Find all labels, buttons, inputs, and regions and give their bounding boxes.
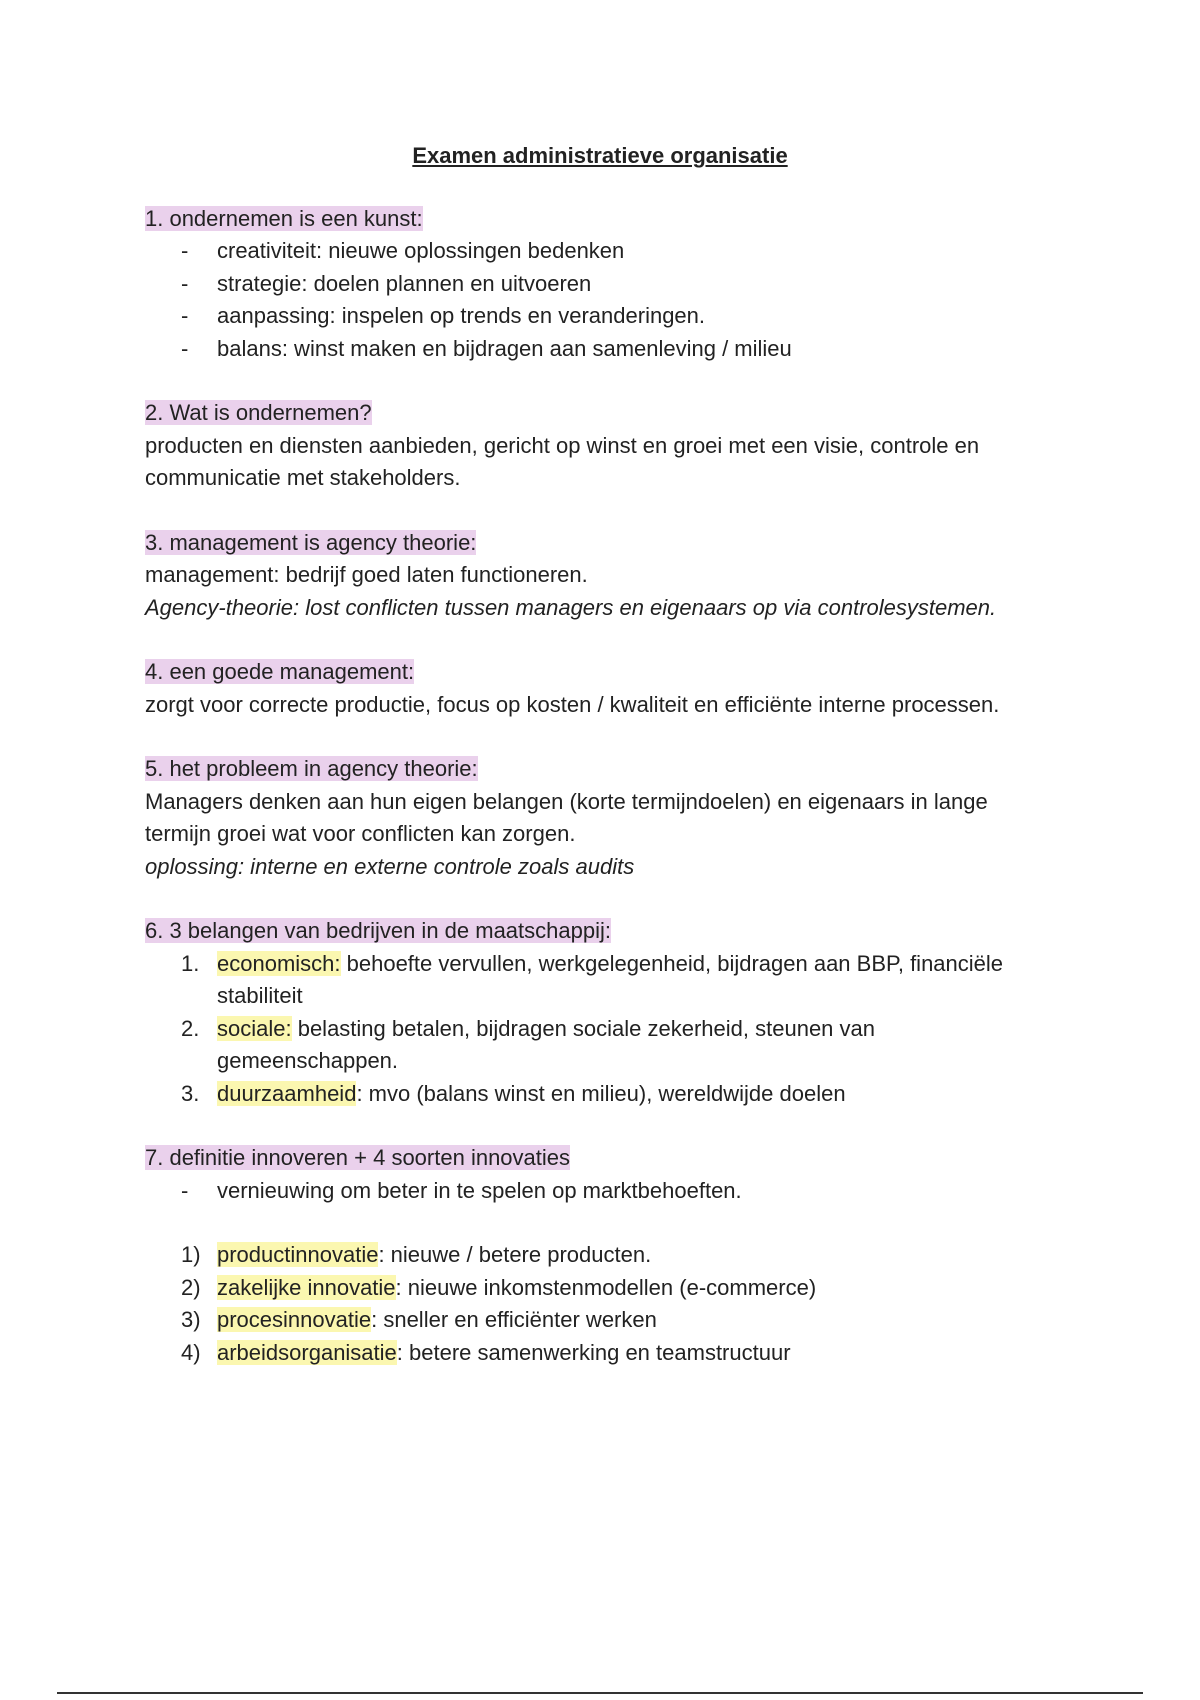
section-heading: 1. ondernemen is een kunst: — [145, 205, 423, 231]
section-heading: 7. definitie innoveren + 4 soorten innovaties — [145, 1145, 571, 1170]
list-item: - creativiteit: nieuwe oplossingen bedenken — [145, 235, 1045, 268]
list-number: 3. — [181, 1080, 200, 1106]
list-item — [145, 1013, 1045, 1078]
list-item-text: belasting betalen, bijdragen sociale zekerheid, steunen van gemeenschappen. — [217, 1015, 875, 1073]
section-2 — [145, 397, 1045, 495]
list-item: - vernieuwing om beter in te spelen op marktbehoeften. — [145, 1175, 1045, 1208]
bullet-list — [145, 1175, 1045, 1208]
document-title: Examen administratieve organisatie — [412, 143, 788, 168]
list-item — [145, 1337, 1045, 1370]
highlighted-term: zakelijke innovatie — [217, 1274, 396, 1300]
list-item-text: : sneller en efficiënter werken — [371, 1307, 657, 1332]
section-3 — [145, 527, 1045, 625]
section-4 — [145, 656, 1045, 721]
list-number: 3) — [181, 1307, 201, 1332]
section-heading: 2. Wat is ondernemen? — [145, 400, 372, 425]
list-item — [145, 948, 1045, 1013]
section-body: Managers denken aan hun eigen belangen (korte termijndoelen) en eigenaars in lange termijn groei wat voor conflicten kan zorgen. — [145, 788, 988, 846]
section-heading: 4. een goede management: — [145, 659, 415, 684]
section-body: zorgt voor correcte productie, focus op kosten / kwaliteit en efficiënte interne processen. — [145, 691, 1000, 717]
list-item — [145, 1272, 1045, 1305]
list-item-text: : nieuwe inkomstenmodellen (e-commerce) — [395, 1274, 817, 1300]
highlighted-term: economisch: — [217, 950, 341, 976]
section-5 — [145, 753, 1045, 883]
highlighted-term: arbeidsorganisatie — [217, 1339, 397, 1365]
section-italic-note: oplossing: interne en externe controle zoals audits — [145, 853, 635, 879]
section-7 — [145, 1142, 1045, 1369]
highlighted-term: productinnovatie — [217, 1242, 379, 1267]
list-item — [145, 1239, 1045, 1272]
list-number: 1. — [181, 950, 200, 976]
list-item-text: : betere samenwerking en teamstructuur — [396, 1339, 791, 1365]
highlighted-term: duurzaamheid — [217, 1080, 357, 1106]
section-heading: 3. management is agency theorie: — [145, 529, 477, 555]
list-item — [145, 1304, 1045, 1337]
section-1 — [145, 203, 1045, 366]
bullet-list — [145, 235, 1045, 365]
highlighted-term: sociale: — [217, 1015, 292, 1041]
document-content — [145, 140, 1045, 1401]
list-number: 4) — [181, 1339, 201, 1365]
list-item: - strategie: doelen plannen en uitvoeren — [145, 268, 1045, 301]
section-6 — [145, 915, 1045, 1110]
section-italic-note: Agency-theorie: lost conflicten tussen managers en eigenaars op via controlesystemen. — [145, 594, 997, 620]
list-item — [145, 1078, 1045, 1111]
list-item: - balans: winst maken en bijdragen aan samenleving / milieu — [145, 333, 1045, 366]
list-item-text: : mvo (balans winst en milieu), wereldwijde doelen — [356, 1080, 846, 1106]
numbered-list — [145, 1239, 1045, 1369]
list-number: 2. — [181, 1015, 200, 1041]
section-heading: 5. het probleem in agency theorie: — [145, 756, 478, 781]
page-bottom-divider — [57, 1692, 1143, 1694]
spacer — [145, 1207, 1045, 1239]
numbered-list — [145, 948, 1045, 1111]
list-number: 1) — [181, 1242, 201, 1267]
list-number: 2) — [181, 1274, 201, 1300]
list-item-text: behoefte vervullen, werkgelegenheid, bijdragen aan BBP, financiële stabiliteit — [217, 950, 1004, 1008]
highlighted-term: procesinnovatie — [217, 1307, 372, 1332]
section-body: producten en diensten aanbieden, gericht op winst en groei met een visie, controle en communicatie met stakeholders. — [145, 432, 980, 490]
list-item-text: : nieuwe / betere producten. — [378, 1242, 652, 1267]
section-heading: 6. 3 belangen van bedrijven in de maatschappij: — [145, 918, 611, 943]
list-item: - aanpassing: inspelen op trends en veranderingen. — [145, 300, 1045, 333]
section-body: management: bedrijf goed laten functioneren. — [145, 562, 588, 587]
